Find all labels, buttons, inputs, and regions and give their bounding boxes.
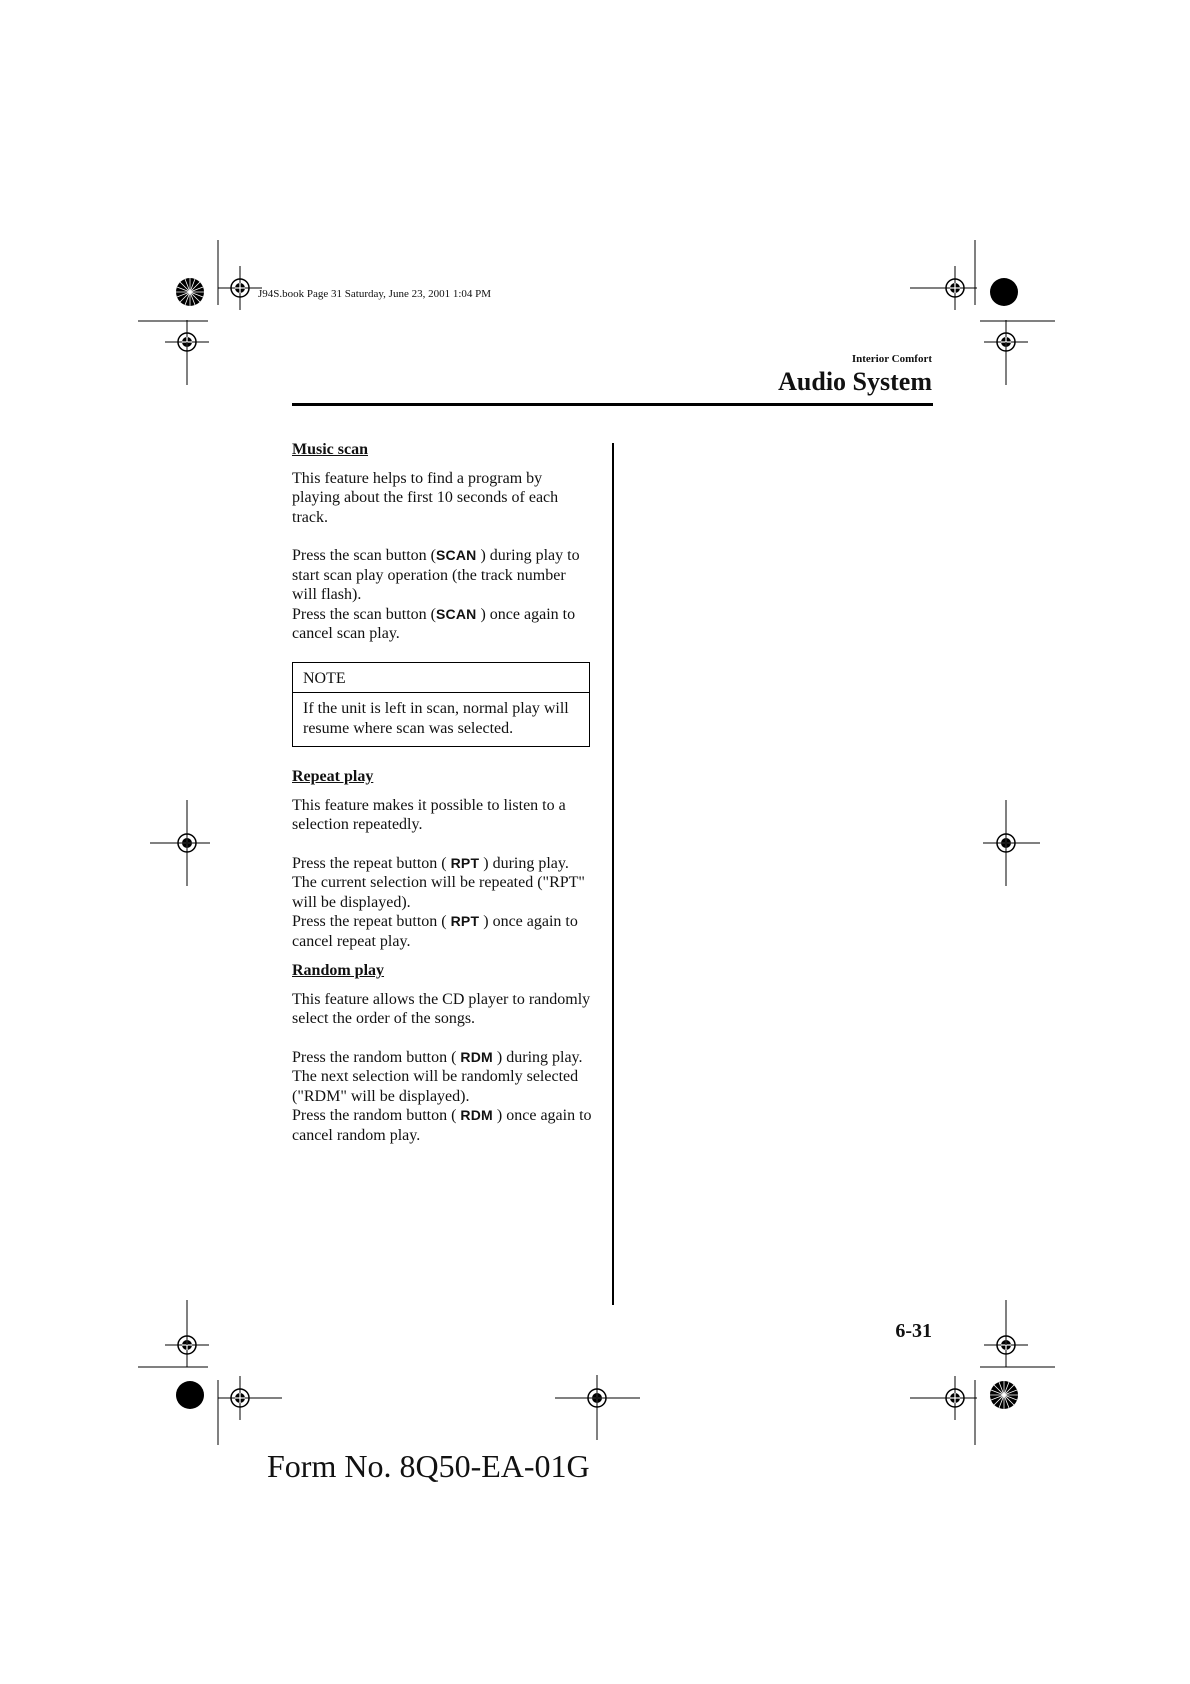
section-label: Interior Comfort bbox=[851, 353, 932, 365]
repeat-play-cancel: Press the repeat button ( RPT ) once again to cancel repeat play. bbox=[292, 913, 578, 950]
rdm-button-label: RDM bbox=[460, 1107, 493, 1123]
solid-registration-dot bbox=[990, 278, 1018, 306]
crosshair-icon bbox=[218, 1376, 262, 1420]
random-play-heading: Random play bbox=[292, 962, 385, 979]
repeat-play-heading: Repeat play bbox=[292, 768, 374, 785]
repeat-play-start: Press the repeat button ( RPT ) during play. The current selection will be repeated ("RPT" will be displayed). bbox=[292, 854, 585, 911]
title-rule bbox=[292, 403, 933, 406]
music-scan-start: Press the scan button (SCAN ) during play to start scan play operation (the track number will flash). bbox=[292, 547, 580, 603]
repeat-play-section bbox=[292, 767, 592, 951]
random-play-section bbox=[292, 961, 592, 1145]
crosshair-icon bbox=[933, 1376, 977, 1420]
book-info: J94S.book Page 31 Saturday, June 23, 2001 1:04 PM bbox=[258, 288, 492, 300]
music-scan-heading: Music scan bbox=[292, 441, 368, 458]
left-column bbox=[292, 440, 592, 1145]
page-number: 6-31 bbox=[895, 1320, 932, 1342]
crosshair-icon bbox=[218, 266, 262, 310]
music-scan-intro: This feature helps to find a program by playing about the first 10 seconds of each track. bbox=[292, 469, 559, 526]
random-play-intro: This feature allows the CD player to randomly select the order of the songs. bbox=[292, 990, 591, 1027]
note-text: If the unit is left in scan, normal play will resume where scan was selected. bbox=[303, 700, 569, 737]
rdm-button-label: RDM bbox=[460, 1048, 493, 1065]
random-play-cancel: Press the random button ( RDM ) once again to cancel random play. bbox=[292, 1107, 592, 1144]
music-scan-cancel: Press the scan button (SCAN ) once again to cancel scan play. bbox=[292, 605, 576, 642]
random-play-start: Press the random button ( RDM ) during play. The next selection will be randomly selected ("RDM" will be displayed). bbox=[292, 1048, 583, 1105]
page-title: Audio System bbox=[778, 367, 932, 396]
form-number: Form No. 8Q50-EA-01G bbox=[267, 1448, 590, 1484]
star-registration-icon bbox=[176, 278, 204, 306]
scan-button-label: SCAN bbox=[435, 547, 477, 563]
note-heading: NOTE bbox=[293, 663, 589, 694]
note-box bbox=[292, 662, 590, 748]
star-registration-icon bbox=[990, 1381, 1018, 1409]
rpt-button-label: RPT bbox=[450, 854, 480, 871]
scan-button-label: SCAN bbox=[435, 605, 477, 622]
solid-registration-dot bbox=[176, 1381, 204, 1409]
column-divider bbox=[612, 443, 614, 1305]
crosshair-icon bbox=[933, 266, 977, 310]
music-scan-section bbox=[292, 440, 592, 644]
rpt-button-label: RPT bbox=[450, 913, 480, 929]
repeat-play-intro: This feature makes it possible to listen to a selection repeatedly. bbox=[292, 796, 566, 833]
